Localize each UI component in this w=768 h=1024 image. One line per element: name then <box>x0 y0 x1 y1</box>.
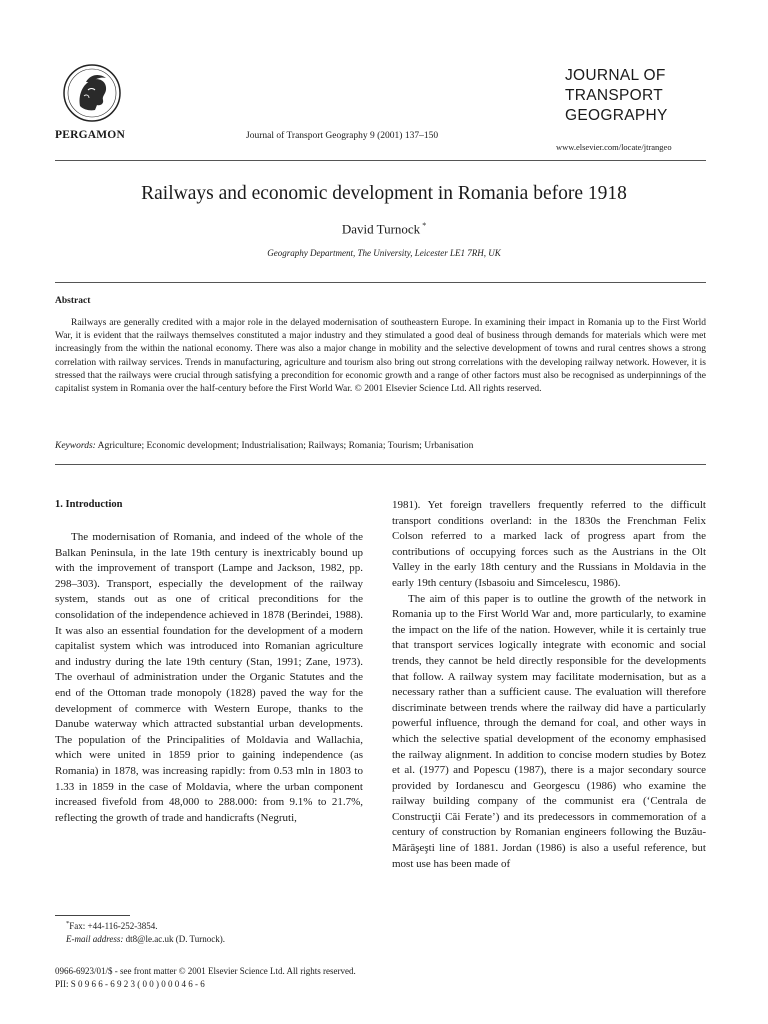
left-column-text: The modernisation of Romania, and indeed of the whole of the Balkan Peninsula, in the late 19th century is inextricably bound up with the improvement of transport (Lampe and Jackson, 1982, pp. 298–303). Transport, especially the development of the railway system, stands out as one of critical preconditions for the consolidation of the independence achieved in 1878 (Berindei, 1988). It was also an essential foundation for the development of a modern capitalist system which was introduced into Romanian agriculture and industry during the late 19th century (Stan, 1991; Zane, 1973). The overhaul of administration under the Organic Statutes and the end of the Ottoman trade monopoly (1828) paved the way for the development of commerce with Western Europe, thanks to the Danube waterway which attracted substantial urban developments. The population of the Principalities of Moldavia and Wallachia, which were united in 1859 prior to gaining independence (as Romania) in 1878, was increasing rapidly: from 0.53 mln in 1803 to 1.33 in 1859 in the case of Moldavia, where the urban component increased fivefold from 48,000 to 288.000: from 9.1% to 21.7%, reflecting the growth of trade and handicrafts (Negruti, <box>55 531 363 824</box>
footnote-divider <box>55 915 130 916</box>
email-address[interactable]: dt8@le.ac.uk (D. Turnock). <box>125 934 225 944</box>
fax-footnote-mark: * <box>66 920 70 927</box>
fax-number: Fax: +44-116-252-3854. <box>69 921 158 931</box>
author-affiliation: Geography Department, The University, Leicester LE1 7RH, UK <box>267 248 501 258</box>
keywords-label: Keywords: <box>55 441 96 451</box>
keywords-line <box>55 441 706 451</box>
pii-line: PII: S 0 9 6 6 - 6 9 2 3 ( 0 0 ) 0 0 0 4 6 - 6 <box>55 979 205 989</box>
publisher-name: PERGAMON <box>55 129 125 141</box>
right-column <box>392 498 706 872</box>
keywords-list: Agriculture; Economic development; Industrialisation; Railways; Romania; Tourism; Urbanisation <box>97 441 474 451</box>
email-label: E-mail address: <box>66 934 124 944</box>
author-name: David Turnock <box>341 221 421 237</box>
journal-title-line-3: GEOGRAPHY <box>565 107 668 124</box>
article-title: Railways and economic development in Romania before 1918 <box>141 183 627 204</box>
author-line <box>0 221 768 237</box>
right-column-paragraph-1: 1981). Yet foreign travellers frequently referred to the difficult transport conditions overland: in the 1830s the Frenchman Felix Colson referred to a marked lack of progress apart from the contributions of occupying forces such as the Austrians in the Olt Valley in the early 18th century and the Russians in Moldavia in the early 19th century (Isbasoiu and Simcelescu, 1986). <box>392 499 706 589</box>
section-heading: 1. Introduction <box>55 499 123 510</box>
footnote-email <box>66 934 366 944</box>
journal-title-line-1: JOURNAL OF <box>565 67 666 84</box>
abstract-divider-top <box>55 282 706 283</box>
abstract-divider-bottom <box>55 464 706 465</box>
journal-title <box>565 66 725 126</box>
journal-title-line-2: TRANSPORT <box>565 87 664 104</box>
footnote-fax <box>66 920 366 931</box>
journal-citation: Journal of Transport Geography 9 (2001) 137–150 <box>246 131 439 141</box>
author-footnote-mark[interactable]: * <box>422 221 427 230</box>
header-divider <box>55 160 706 161</box>
abstract-heading: Abstract <box>55 296 91 306</box>
journal-url[interactable]: www.elsevier.com/locate/jtrangeo <box>556 142 672 152</box>
right-column-paragraph-2: The aim of this paper is to outline the growth of the network in Romania up to the First World War and, more particularly, to examine the impact on the life of the nation. However, while it is certainly true that transport services logically integrate with economic and social trends, they cannot be held directly responsible for the developments that follow. A railway system may facilitate modernisation, but as a necessary rather than a sufficient cause. The evaluation will therefore discriminate between trends where the railway did have a particularly powerful influence, through the demand for coal, and other ways in which the selective spatial development of the economy emphasised the railway alignment. In addition to concise modern studies by Botez et al. (1977) and Popescu (1987), there is a major secondary source provided by Iordanescu and Georgescu (1986) who examine the railway building company of the communist era (‘Centrala de Construcţii Căi Ferate’) and its predecessors in commemoration of a century of construction by Romanian engineers following the Buzău-Mărăşeşti line of 1881. Jordan (1986) is also a useful reference, but most use has been made of <box>392 592 706 870</box>
copyright-line: 0966-6923/01/$ - see front matter © 2001 Elsevier Science Ltd. All rights reserved. <box>55 966 356 976</box>
abstract-body: Railways are generally credited with a major role in the delayed modernisation of southeastern Europe. In examining their impact in Romania up to the First World War, it is evident that the railways themselves constituted a major industry and they stimulated a good deal of business through demands for materials which were met increasingly from the within the national economy. There was also a major change in mobility and the selective development of towns and rural centres shows a strong correlation with railway services. Trends in manufacturing, agriculture and tourism also bring out strong correlations with the developing railway network. However, it is stressed that the railways were crucial through satisfying a precondition for economic growth and a range of other factors must also be recognised as underpinnings of the capitalist system in Romania over the half-century before the First World War. © 2001 Elsevier Science Ltd. All rights reserved. <box>55 318 706 395</box>
pergamon-logo-icon <box>62 62 122 124</box>
